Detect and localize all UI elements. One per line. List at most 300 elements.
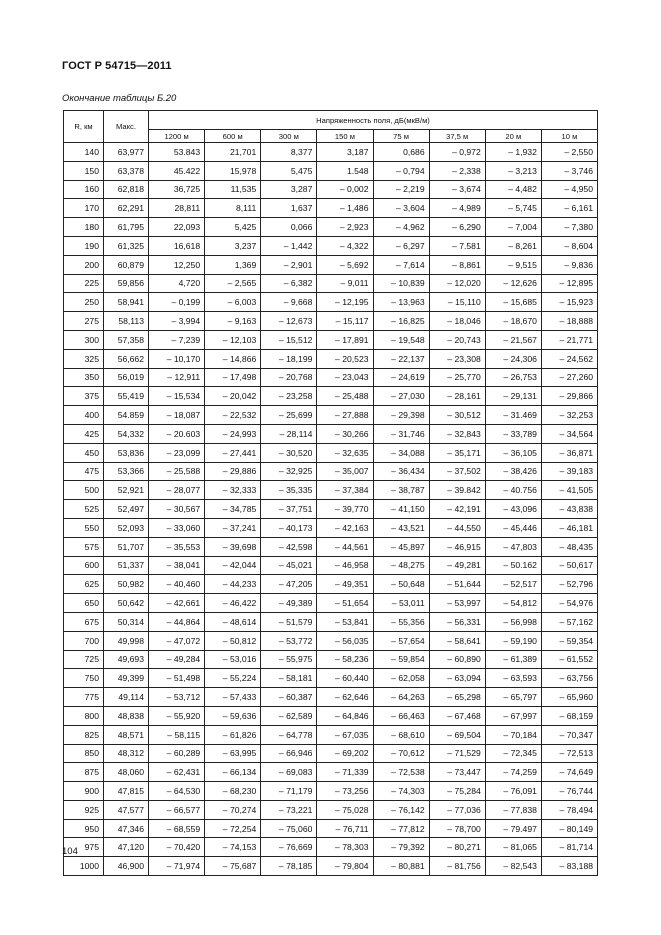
value-cell: – 42,598 [261, 537, 317, 556]
value-cell: – 71,179 [261, 782, 317, 801]
distance-cell: 925 [64, 800, 104, 819]
field-strength-table [63, 110, 598, 876]
max-value-cell: 52,921 [104, 481, 149, 500]
value-cell: – 43,521 [373, 518, 429, 537]
value-cell: – 35,171 [429, 443, 485, 462]
value-cell: – 14,866 [205, 349, 261, 368]
value-cell: – 75,028 [317, 800, 373, 819]
value-cell: – 17,891 [317, 330, 373, 349]
value-cell: – 20.603 [149, 424, 205, 443]
value-cell: 1,637 [261, 199, 317, 218]
value-cell: – 20,743 [429, 330, 485, 349]
distance-cell: 150 [64, 161, 104, 180]
value-cell: – 48,275 [373, 556, 429, 575]
value-cell: – 13,963 [373, 293, 429, 312]
table-row [64, 838, 598, 857]
value-cell: – 73,221 [261, 800, 317, 819]
value-cell: – 2,923 [317, 218, 373, 237]
value-cell: – 79,804 [317, 857, 373, 876]
value-cell: – 3,994 [149, 312, 205, 331]
value-cell: – 35,553 [149, 537, 205, 556]
max-value-cell: 49,998 [104, 631, 149, 650]
value-cell: 3,187 [317, 143, 373, 162]
value-cell: – 53,016 [205, 650, 261, 669]
value-cell: – 76,091 [485, 782, 541, 801]
max-value-cell: 47,815 [104, 782, 149, 801]
value-cell: – 80,881 [373, 857, 429, 876]
value-cell: – 15,923 [541, 293, 597, 312]
value-cell: 16,618 [149, 236, 205, 255]
value-cell: – 25,488 [317, 387, 373, 406]
value-cell: – 49,351 [317, 575, 373, 594]
table-row [64, 199, 598, 218]
table-row [64, 330, 598, 349]
value-cell: 12,250 [149, 255, 205, 274]
table-row [64, 161, 598, 180]
distance-cell: 550 [64, 518, 104, 537]
value-cell: – 42,044 [205, 556, 261, 575]
value-cell: 45.422 [149, 161, 205, 180]
value-cell: 22,093 [149, 218, 205, 237]
value-cell: – 78,494 [541, 800, 597, 819]
max-value-cell: 50,642 [104, 594, 149, 613]
value-cell: – 61,826 [205, 725, 261, 744]
value-cell: – 21,567 [485, 330, 541, 349]
value-cell: – 29,131 [485, 387, 541, 406]
value-cell: 36,725 [149, 180, 205, 199]
table-row [64, 857, 598, 876]
value-cell: – 50,648 [373, 575, 429, 594]
value-cell: – 65,797 [485, 688, 541, 707]
max-value-cell: 54.859 [104, 406, 149, 425]
value-cell: – 16,825 [373, 312, 429, 331]
value-cell: – 7,614 [373, 255, 429, 274]
table-row [64, 218, 598, 237]
value-cell: – 20,042 [205, 387, 261, 406]
value-cell: – 2,219 [373, 180, 429, 199]
value-cell: – 72,538 [373, 763, 429, 782]
value-cell: – 38,787 [373, 481, 429, 500]
table-row [64, 819, 598, 838]
value-cell: – 64,530 [149, 782, 205, 801]
value-cell: – 59,854 [373, 650, 429, 669]
column-header-max: Макс. [104, 111, 149, 143]
value-cell: – 15,512 [261, 330, 317, 349]
value-cell: – 42,163 [317, 518, 373, 537]
max-value-cell: 56,019 [104, 368, 149, 387]
page-number: 104 [62, 846, 78, 857]
value-cell: – 2,550 [541, 143, 597, 162]
value-cell: – 51,644 [429, 575, 485, 594]
max-value-cell: 48,571 [104, 725, 149, 744]
value-cell: – 2,338 [429, 161, 485, 180]
group-header-field-strength: Напряженность поля, дБ(мкВ/м) [149, 111, 598, 130]
value-cell: – 75,687 [205, 857, 261, 876]
value-cell: – 19,548 [373, 330, 429, 349]
value-cell: – 29,866 [541, 387, 597, 406]
value-cell: – 58,641 [429, 631, 485, 650]
max-value-cell: 49,693 [104, 650, 149, 669]
value-cell: – 68,159 [541, 706, 597, 725]
value-cell: – 5,692 [317, 255, 373, 274]
max-value-cell: 53,836 [104, 443, 149, 462]
value-cell: – 59,636 [205, 706, 261, 725]
value-cell: – 53,712 [149, 688, 205, 707]
value-cell: – 47,072 [149, 631, 205, 650]
value-cell: – 31.469 [485, 406, 541, 425]
value-cell: – 72,513 [541, 744, 597, 763]
value-cell: – 70,184 [485, 725, 541, 744]
value-cell: – 81,714 [541, 838, 597, 857]
value-cell: 1,369 [205, 255, 261, 274]
value-cell: – 28,077 [149, 481, 205, 500]
max-value-cell: 51,337 [104, 556, 149, 575]
value-cell: – 24,993 [205, 424, 261, 443]
value-cell: – 69,083 [261, 763, 317, 782]
max-value-cell: 63,378 [104, 161, 149, 180]
value-cell: – 27,260 [541, 368, 597, 387]
value-cell: – 37,751 [261, 500, 317, 519]
value-cell: – 39,770 [317, 500, 373, 519]
max-value-cell: 50,314 [104, 612, 149, 631]
value-cell: – 43,096 [485, 500, 541, 519]
value-cell: – 9,163 [205, 312, 261, 331]
value-cell: – 59,190 [485, 631, 541, 650]
value-cell: – 73,447 [429, 763, 485, 782]
value-cell: – 79.497 [485, 819, 541, 838]
value-cell: – 71,974 [149, 857, 205, 876]
value-cell: – 74,259 [485, 763, 541, 782]
value-cell: – 66,577 [149, 800, 205, 819]
value-cell: – 10,839 [373, 274, 429, 293]
max-value-cell: 63,977 [104, 143, 149, 162]
value-cell: – 55,224 [205, 669, 261, 688]
value-cell: – 20,768 [261, 368, 317, 387]
value-cell: – 52,517 [485, 575, 541, 594]
value-cell: – 0,972 [429, 143, 485, 162]
value-cell: – 49,389 [261, 594, 317, 613]
value-cell: – 9,836 [541, 255, 597, 274]
value-cell: – 35,335 [261, 481, 317, 500]
value-cell: 21,701 [205, 143, 261, 162]
value-cell: – 60,890 [429, 650, 485, 669]
value-cell: – 29,398 [373, 406, 429, 425]
column-header-height: 1200 м [149, 130, 205, 143]
value-cell: – 25,770 [429, 368, 485, 387]
value-cell: – 15,685 [485, 293, 541, 312]
value-cell: – 81,065 [485, 838, 541, 857]
value-cell: – 24,306 [485, 349, 541, 368]
distance-cell: 875 [64, 763, 104, 782]
value-cell: – 51,654 [317, 594, 373, 613]
distance-cell: 425 [64, 424, 104, 443]
value-cell: 28,811 [149, 199, 205, 218]
value-cell: – 23,258 [261, 387, 317, 406]
table-row [64, 556, 598, 575]
value-cell: – 74,303 [373, 782, 429, 801]
value-cell: – 48,435 [541, 537, 597, 556]
distance-cell: 160 [64, 180, 104, 199]
value-cell: – 3,746 [541, 161, 597, 180]
table-row [64, 462, 598, 481]
value-cell: – 32,333 [205, 481, 261, 500]
value-cell: – 62,589 [261, 706, 317, 725]
table-row [64, 500, 598, 519]
value-cell: – 7.581 [429, 236, 485, 255]
value-cell: – 78,700 [429, 819, 485, 838]
value-cell: – 76,142 [373, 800, 429, 819]
max-value-cell: 58,941 [104, 293, 149, 312]
value-cell: – 12,911 [149, 368, 205, 387]
value-cell: – 12,626 [485, 274, 541, 293]
distance-cell: 800 [64, 706, 104, 725]
table-row [64, 763, 598, 782]
value-cell: – 36,871 [541, 443, 597, 462]
column-header-height: 600 м [205, 130, 261, 143]
distance-cell: 600 [64, 556, 104, 575]
value-cell: – 76,711 [317, 819, 373, 838]
value-cell: – 6,382 [261, 274, 317, 293]
value-cell: – 65,960 [541, 688, 597, 707]
distance-cell: 750 [64, 669, 104, 688]
value-cell: – 63,995 [205, 744, 261, 763]
value-cell: – 36,105 [485, 443, 541, 462]
value-cell: – 49,284 [149, 650, 205, 669]
value-cell: – 67,035 [317, 725, 373, 744]
value-cell: – 38,426 [485, 462, 541, 481]
value-cell: – 64,263 [373, 688, 429, 707]
column-header-height: 300 м [261, 130, 317, 143]
value-cell: – 12,895 [541, 274, 597, 293]
value-cell: – 27,441 [205, 443, 261, 462]
table-row [64, 782, 598, 801]
table-row [64, 293, 598, 312]
value-cell: – 8,604 [541, 236, 597, 255]
value-cell: – 30,520 [261, 443, 317, 462]
value-cell: – 46,958 [317, 556, 373, 575]
value-cell: – 62,431 [149, 763, 205, 782]
value-cell: – 55,975 [261, 650, 317, 669]
value-cell: – 1,442 [261, 236, 317, 255]
value-cell: – 64,846 [317, 706, 373, 725]
value-cell: – 60,289 [149, 744, 205, 763]
table-row [64, 143, 598, 162]
distance-cell: 625 [64, 575, 104, 594]
distance-cell: 350 [64, 368, 104, 387]
value-cell: – 33,789 [485, 424, 541, 443]
table-row [64, 594, 598, 613]
table-row [64, 800, 598, 819]
value-cell: – 0,199 [149, 293, 205, 312]
value-cell: – 53,772 [261, 631, 317, 650]
distance-cell: 275 [64, 312, 104, 331]
value-cell: – 56,035 [317, 631, 373, 650]
distance-cell: 975 [64, 838, 104, 857]
value-cell: – 53,997 [429, 594, 485, 613]
value-cell: – 12,020 [429, 274, 485, 293]
max-value-cell: 61,325 [104, 236, 149, 255]
value-cell: – 2,565 [205, 274, 261, 293]
max-value-cell: 59,856 [104, 274, 149, 293]
distance-cell: 190 [64, 236, 104, 255]
distance-cell: 375 [64, 387, 104, 406]
max-value-cell: 56,662 [104, 349, 149, 368]
max-value-cell: 55,419 [104, 387, 149, 406]
table-row [64, 537, 598, 556]
max-value-cell: 48,060 [104, 763, 149, 782]
value-cell: – 17,498 [205, 368, 261, 387]
max-value-cell: 50,982 [104, 575, 149, 594]
value-cell: – 27,888 [317, 406, 373, 425]
value-cell: – 4,962 [373, 218, 429, 237]
max-value-cell: 51,707 [104, 537, 149, 556]
value-cell: – 63,094 [429, 669, 485, 688]
value-cell: – 46,181 [541, 518, 597, 537]
value-cell: – 63,756 [541, 669, 597, 688]
distance-cell: 775 [64, 688, 104, 707]
value-cell: – 77,838 [485, 800, 541, 819]
value-cell: – 24,619 [373, 368, 429, 387]
value-cell: – 71,529 [429, 744, 485, 763]
value-cell: – 37,241 [205, 518, 261, 537]
table-row [64, 368, 598, 387]
distance-cell: 650 [64, 594, 104, 613]
value-cell: – 32,843 [429, 424, 485, 443]
value-cell: – 44,550 [429, 518, 485, 537]
value-cell: – 77,812 [373, 819, 429, 838]
value-cell: – 79,392 [373, 838, 429, 857]
table-row [64, 631, 598, 650]
value-cell: 53.843 [149, 143, 205, 162]
distance-cell: 500 [64, 481, 104, 500]
value-cell: – 62,058 [373, 669, 429, 688]
table-row [64, 424, 598, 443]
value-cell: – 51,579 [261, 612, 317, 631]
value-cell: – 48,614 [205, 612, 261, 631]
value-cell: 8,377 [261, 143, 317, 162]
max-value-cell: 62,818 [104, 180, 149, 199]
max-value-cell: 62,291 [104, 199, 149, 218]
table-row [64, 387, 598, 406]
value-cell: – 44,233 [205, 575, 261, 594]
value-cell: – 6,003 [205, 293, 261, 312]
max-value-cell: 58,113 [104, 312, 149, 331]
distance-cell: 250 [64, 293, 104, 312]
value-cell: – 6,161 [541, 199, 597, 218]
value-cell: – 66,134 [205, 763, 261, 782]
distance-cell: 325 [64, 349, 104, 368]
value-cell: – 37,502 [429, 462, 485, 481]
column-header-height: 75 м [373, 130, 429, 143]
distance-cell: 1000 [64, 857, 104, 876]
value-cell: – 74,649 [541, 763, 597, 782]
value-cell: – 18,199 [261, 349, 317, 368]
table-row [64, 612, 598, 631]
value-cell: – 4,482 [485, 180, 541, 199]
value-cell: – 45,897 [373, 537, 429, 556]
column-header-height: 20 м [485, 130, 541, 143]
distance-cell: 725 [64, 650, 104, 669]
value-cell: – 1,932 [485, 143, 541, 162]
value-cell: – 25,699 [261, 406, 317, 425]
value-cell: – 3,213 [485, 161, 541, 180]
table-row [64, 725, 598, 744]
column-header-r: R, км [64, 111, 104, 143]
value-cell: – 70,274 [205, 800, 261, 819]
value-cell: – 81,756 [429, 857, 485, 876]
value-cell: – 39.842 [429, 481, 485, 500]
table-row [64, 180, 598, 199]
table-row [64, 688, 598, 707]
value-cell: – 72,345 [485, 744, 541, 763]
value-cell: – 45,446 [485, 518, 541, 537]
value-cell: – 32,253 [541, 406, 597, 425]
table-row [64, 575, 598, 594]
value-cell: – 4,950 [541, 180, 597, 199]
value-cell: – 56,331 [429, 612, 485, 631]
max-value-cell: 48,838 [104, 706, 149, 725]
value-cell: – 40,173 [261, 518, 317, 537]
value-cell: – 68,610 [373, 725, 429, 744]
table-caption: Окончание таблицы Б.20 [62, 93, 177, 104]
max-value-cell: 52,497 [104, 500, 149, 519]
value-cell: – 80,149 [541, 819, 597, 838]
distance-cell: 140 [64, 143, 104, 162]
value-cell: – 59,354 [541, 631, 597, 650]
value-cell: – 33,060 [149, 518, 205, 537]
value-cell: – 7,239 [149, 330, 205, 349]
table-row [64, 669, 598, 688]
value-cell: – 50,617 [541, 556, 597, 575]
value-cell: – 60,440 [317, 669, 373, 688]
value-cell: – 42,191 [429, 500, 485, 519]
value-cell: – 70,347 [541, 725, 597, 744]
max-value-cell: 48,312 [104, 744, 149, 763]
distance-cell: 950 [64, 819, 104, 838]
table-row [64, 443, 598, 462]
value-cell: – 75,284 [429, 782, 485, 801]
value-cell: – 46,422 [205, 594, 261, 613]
value-cell: 3,237 [205, 236, 261, 255]
value-cell: – 68,559 [149, 819, 205, 838]
value-cell: – 40.756 [485, 481, 541, 500]
value-cell: – 32,925 [261, 462, 317, 481]
max-value-cell: 47,577 [104, 800, 149, 819]
value-cell: – 1,486 [317, 199, 373, 218]
distance-cell: 400 [64, 406, 104, 425]
value-cell: – 35,007 [317, 462, 373, 481]
value-cell: – 4,322 [317, 236, 373, 255]
value-cell: – 68,230 [205, 782, 261, 801]
value-cell: – 52,796 [541, 575, 597, 594]
table-row [64, 255, 598, 274]
value-cell: – 56,998 [485, 612, 541, 631]
value-cell: – 30,567 [149, 500, 205, 519]
value-cell: – 63,593 [485, 669, 541, 688]
value-cell: – 9,668 [261, 293, 317, 312]
value-cell: – 54,812 [485, 594, 541, 613]
value-cell: – 9,011 [317, 274, 373, 293]
value-cell: – 8,261 [485, 236, 541, 255]
value-cell: – 23,099 [149, 443, 205, 462]
value-cell: – 72,254 [205, 819, 261, 838]
value-cell: – 27,030 [373, 387, 429, 406]
max-value-cell: 53,366 [104, 462, 149, 481]
value-cell: – 58,115 [149, 725, 205, 744]
value-cell: – 18,046 [429, 312, 485, 331]
value-cell: – 57,433 [205, 688, 261, 707]
value-cell: – 30,266 [317, 424, 373, 443]
